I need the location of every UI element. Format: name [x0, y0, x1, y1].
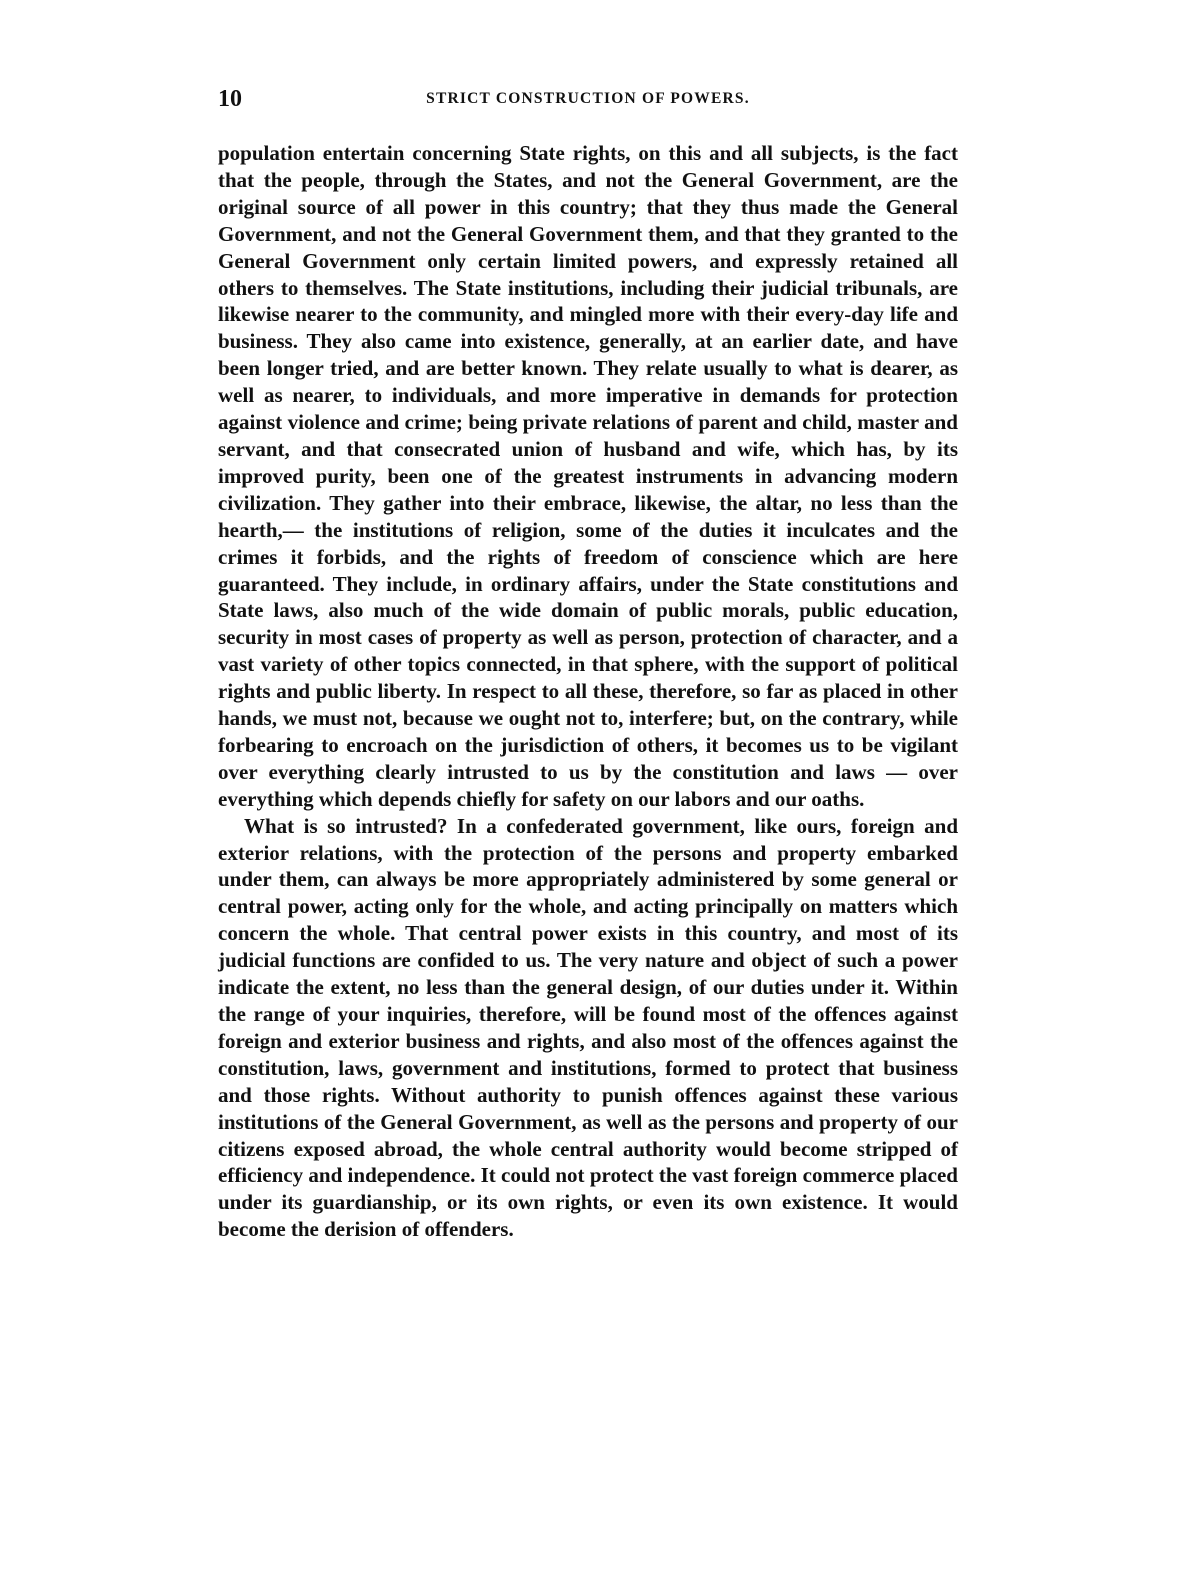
body-text: [218, 140, 958, 1243]
running-head: STRICT CONSTRUCTION OF POWERS.: [426, 90, 750, 107]
paragraph-2: What is so intrusted? In a confederated government, like ours, foreign and exterior relations, with the protection of the persons and property embarked under them, can always be more appropriately administered by some general or central power, acting only for the whole, and acting principally on matters which concern the whole. That central power exists in this country, and most of its judicial functions are confided to us. The very nature and object of such a power indicate the extent, no less than the general design, of our duties under it. Within the range of your inquiries, therefore, will be found most of the offences against foreign and exterior business and rights, and also most of the offences against the constitution, laws, government and institutions, formed to protect that business and those rights. Without authority to punish offences against these various institutions of the General Government, as well as the persons and property of our citizens exposed abroad, the whole central authority would become stripped of efficiency and independence. It could not protect the vast foreign commerce placed under its guardianship, or its own rights, or even its own existence. It would become the derision of offenders.: [218, 813, 958, 1242]
paragraph-1: population entertain concerning State rights, on this and all subjects, is the fact that the people, through the States, and not the General Government, are the original source of all power in this country; that they thus made the General Government, and not the General Government them, and that they granted to the General Government only certain limited powers, and expressly retained all others to themselves. The State institutions, including their judicial tribunals, are likewise nearer to the community, and mingled more with their every-day life and business. They also came into existence, generally, at an earlier date, and have been longer tried, and are better known. They relate usually to what is dearer, as well as nearer, to individuals, and more imperative in demands for protection against violence and crime; being private relations of parent and child, master and servant, and that consecrated union of husband and wife, which has, by its improved purity, been one of the greatest instruments in advancing modern civilization. They gather into their embrace, likewise, the altar, no less than the hearth,— the institutions of religion, some of the duties it inculcates and the crimes it forbids, and the rights of freedom of conscience which are here guaranteed. They include, in ordinary affairs, under the State constitutions and State laws, also much of the wide domain of public morals, public education, security in most cases of property as well as person, protection of character, and a vast variety of other topics connected, in that sphere, with the support of political rights and public liberty. In respect to all these, therefore, so far as placed in other hands, we must not, because we ought not to, interfere; but, on the contrary, while forbearing to encroach on the jurisdiction of others, it becomes us to be vigilant over everything clearly intrusted to us by the constitution and laws — over everything which depends chiefly for safety on our labors and our oaths.: [218, 141, 958, 811]
page-number: 10: [218, 86, 242, 112]
page-header: [218, 84, 958, 118]
